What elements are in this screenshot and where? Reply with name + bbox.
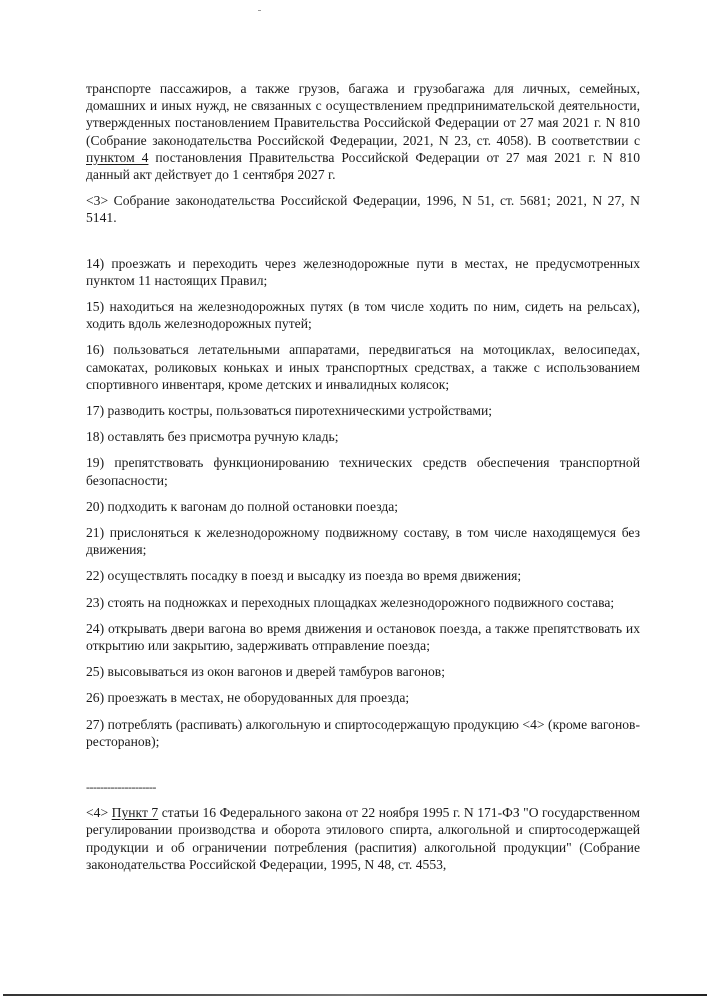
list-item-27: 27) потреблять (распивать) алкогольную и спиртосодержащую продукцию <4> (кроме вагонов-ресторанов); (86, 716, 640, 749)
list-item-25: 25) высовываться из окон вагонов и дверей тамбуров вагонов; (86, 664, 446, 680)
footnote-text: статьи 16 Федерального закона от 22 ноября 1995 г. N 171-ФЗ "О государственном регулировании производства и оборота этилового спирта, алкогольной и спиртосодержащей продукции и об ограничении потребления (распития) алкогольной продукции" (Собрание законодательства Российской Федерации, 1995, N 48, ст. 4553, (86, 805, 640, 872)
list-item-22: 22) осуществлять посадку в поезд и высадку из поезда во время движения; (86, 568, 522, 584)
document-page (86, 80, 640, 873)
list-item-19: 19) препятствовать функционированию технических средств обеспечения транспортной безопасности; (86, 455, 640, 488)
list-item-16: 16) пользоваться летательными аппаратами, передвигаться на мотоциклах, велосипедах, самокатах, роликовых коньках и иных транспортных средствах, а также с использованием спортивного инвентаря, кроме детских и инвалидных колясок; (86, 342, 640, 392)
list-item-15: 15) находиться на железнодорожных путях (в том числе ходить по ним, сидеть на рельсах), ходить вдоль железнодорожных путей; (86, 299, 640, 332)
footnote-marker: <4> (86, 805, 112, 821)
footnote-text: постановления Правительства Российской Федерации от 27 мая 2021 г. N 810 данный акт действует до 1 сентября 2027 г. (86, 149, 640, 183)
link-punkt-7[interactable]: Пункт 7 (111, 805, 159, 821)
footnote-continuation (86, 80, 640, 183)
list-item-18: 18) оставлять без присмотра ручную кладь; (86, 429, 339, 445)
list-item-24: 24) открывать двери вагона во время движения и остановок поезда, а также препятствовать их открытию или закрытию, задерживать отправление поезда; (86, 620, 640, 654)
list-item-21: 21) прислоняться к железнодорожному подвижному составу, в том числе находящемуся без движения; (86, 525, 640, 558)
list-item-23: 23) стоять на подножках и переходных площадках железнодорожного подвижного состава; (86, 594, 615, 610)
footnote-4 (86, 804, 640, 873)
list-item-26: 26) проезжать в местах, не оборудованных для проезда; (86, 690, 410, 706)
list-item-14: 14) проезжать и переходить через железнодорожные пути в местах, не предусмотренных пунктом 11 настоящих Правил; (86, 255, 640, 288)
footnote-3: <3> Собрание законодательства Российской Федерации, 1996, N 51, ст. 5681; 2021, N 27, N 5141. (86, 193, 640, 226)
list-item-20: 20) подходить к вагонам до полной остановки поезда; (86, 498, 399, 514)
footnote-text: транспорте пассажиров, а также грузов, багажа и грузобагажа для личных, семейных, домашних и иных нужд, не связанных с осуществлением предпринимательской деятельности, утвержденных постановлением Правительства Российской Федерации от 27 мая 2021 г. N 810 (Собрание законодательства Российской Федерации, 2021, N 23, ст. 4058). В соответствии с (86, 81, 640, 148)
page-bottom-edge (3, 994, 707, 996)
scan-artifact (258, 10, 261, 11)
footnote-separator: -------------------- (86, 780, 156, 795)
link-punkt-4[interactable]: пунктом 4 (86, 149, 149, 165)
list-item-17: 17) разводить костры, пользоваться пиротехническими устройствами; (86, 403, 493, 419)
